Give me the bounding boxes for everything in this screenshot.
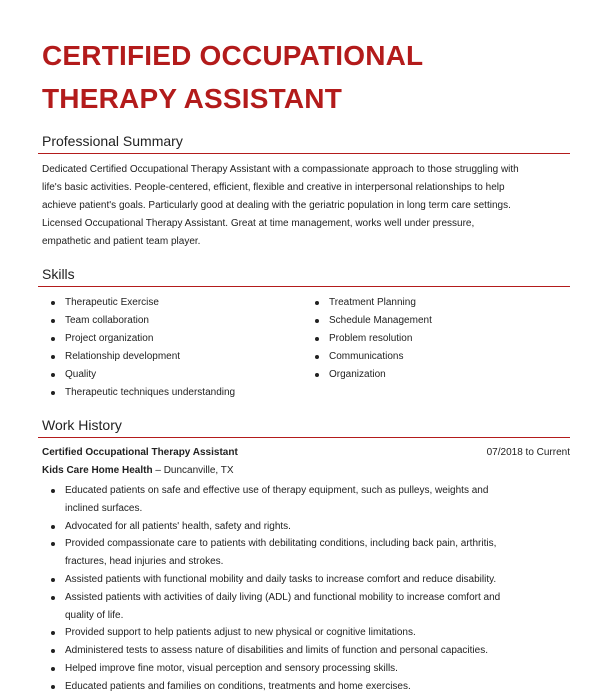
summary-heading: Professional Summary: [42, 133, 183, 149]
skill-item: Quality: [42, 366, 235, 384]
job-title: Certified Occupational Therapy Assistant: [42, 447, 238, 458]
job-company: Kids Care Home Health: [42, 465, 153, 476]
duty-line: Administered tests to assess nature of disabilities and limits of function and personal capacities.: [65, 645, 488, 657]
duty-line: Provided support to help patients adjust to new physical or cognitive limitations.: [65, 627, 416, 639]
resume-name: [42, 34, 423, 120]
duty-line: Educated patients and families on conditions, treatments and home exercises.: [65, 680, 411, 692]
skill-item: Project organization: [42, 330, 235, 348]
resume-name-line-1: CERTIFIED OCCUPATIONAL: [42, 40, 424, 71]
duty-item: [42, 518, 500, 536]
work-history-heading: Work History: [42, 417, 122, 433]
job-date: 07/2018 to Current: [486, 447, 570, 458]
duty-line: Assisted patients with activities of daily living (ADL) and functional mobility to increase comfort and: [65, 591, 501, 603]
summary-line: Dedicated Certified Occupational Therapy Assistant with a compassionate approach to those struggling with: [42, 164, 519, 175]
duty-line: Educated patients on safe and effective use of therapy equipment, such as pulleys, weights and: [65, 485, 489, 496]
duty-item: [42, 660, 500, 678]
duty-line: Advocated for all patients' health, safety and rights.: [65, 520, 291, 532]
skills-list-left: [42, 294, 235, 402]
summary-line: achieve patient's goals. Particularly good at dealing with the geriatric population in long term care settings.: [42, 200, 511, 211]
skill-item: Relationship development: [42, 348, 235, 366]
summary-line: life's basic activities. People-centered, efficient, flexible and creative in interpersonal relationships to help: [42, 182, 505, 193]
skills-list-right: [306, 294, 432, 384]
skill-item: Treatment Planning: [306, 294, 432, 312]
duty-line: quality of life.: [65, 609, 124, 621]
work-history-divider: [38, 437, 570, 438]
duty-item: [42, 535, 500, 571]
summary-text: [42, 161, 572, 251]
duty-item: [42, 589, 500, 625]
skill-item: Schedule Management: [306, 312, 432, 330]
skill-item: Team collaboration: [42, 312, 235, 330]
duty-line: fractures, head injuries and strokes.: [65, 556, 224, 568]
skill-item: Communications: [306, 348, 432, 366]
skill-item: Therapeutic Exercise: [42, 294, 235, 312]
job-duties-list: [42, 482, 500, 696]
summary-line: empathetic and patient team player.: [42, 236, 201, 247]
summary-line: Licensed Occupational Therapy Assistant. Great at time management, works well under pressure,: [42, 218, 475, 229]
skill-item: Problem resolution: [306, 330, 432, 348]
skills-heading: Skills: [42, 266, 75, 282]
summary-divider: [38, 153, 570, 154]
duty-item: [42, 571, 500, 589]
skills-divider: [38, 286, 570, 287]
duty-line: inclined surfaces.: [65, 502, 143, 514]
skill-item: Organization: [306, 366, 432, 384]
resume-name-line-2: THERAPY ASSISTANT: [42, 83, 343, 114]
duty-item: [42, 482, 500, 518]
job-employer: [42, 465, 234, 476]
duty-line: Provided compassionate care to patients with debilitating conditions, including back pain, arthritis,: [65, 538, 497, 550]
duty-line: Assisted patients with functional mobility and daily tasks to increase comfort and reduce disability.: [65, 573, 497, 585]
skill-item: Therapeutic techniques understanding: [42, 384, 235, 402]
duty-item: [42, 624, 500, 642]
duty-item: [42, 642, 500, 660]
job-location: – Duncanville, TX: [152, 465, 234, 476]
duty-line: Helped improve fine motor, visual perception and sensory processing skills.: [65, 662, 398, 674]
duty-item: [42, 678, 500, 696]
